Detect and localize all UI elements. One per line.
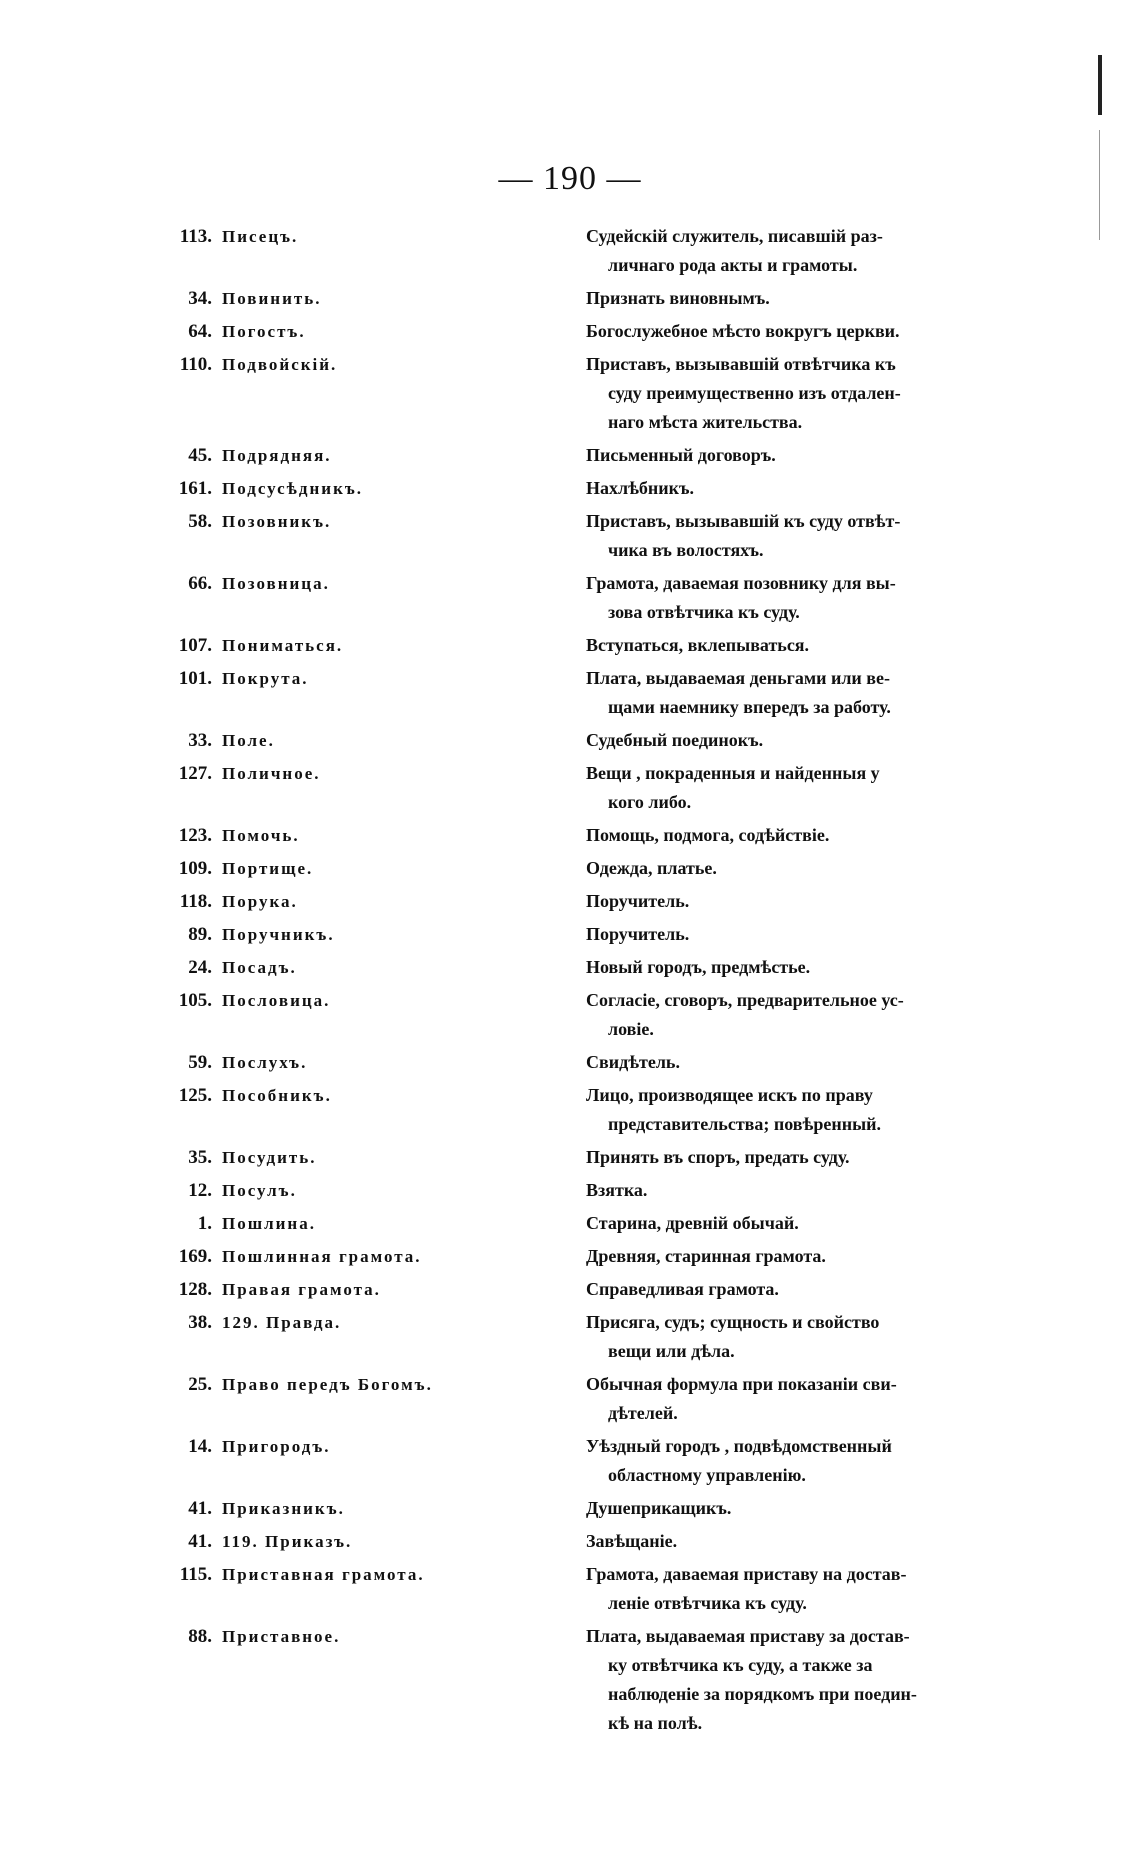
glossary-entry — [150, 664, 1030, 722]
definition-line: Признать виновнымъ. — [586, 288, 770, 308]
entry-number: 41. — [188, 1531, 212, 1552]
entry-definition — [586, 759, 1016, 817]
glossary-entry — [150, 920, 1030, 949]
entry-number: 109. — [178, 858, 212, 879]
entry-number: 115. — [179, 1564, 212, 1585]
entry-number: 41. — [188, 1498, 212, 1519]
entry-term: Послухъ. — [222, 1053, 308, 1072]
entry-definition — [586, 1048, 1016, 1077]
definition-line: Завѣщаніе. — [586, 1531, 678, 1551]
entry-definition — [586, 1432, 1016, 1490]
definition-line: кѣ на полѣ. — [608, 1713, 703, 1733]
entry-number: 113. — [179, 226, 212, 247]
glossary-entry — [150, 821, 1030, 850]
entry-definition — [586, 821, 1016, 850]
definition-line: Лицо, производящее искъ по праву — [586, 1085, 873, 1105]
definition-line: кого либо. — [608, 792, 692, 812]
definition-line: Поручитель. — [586, 891, 690, 911]
entry-term: Портище. — [222, 859, 314, 878]
glossary-entry — [150, 441, 1030, 470]
glossary-entry — [150, 222, 1030, 280]
definition-line: Уѣздный городъ , подвѣдомственный — [586, 1436, 892, 1456]
entry-definition — [586, 1081, 1016, 1139]
entry-term: Пошлинная грамота. — [222, 1247, 422, 1266]
entry-definition — [586, 1242, 1016, 1271]
definition-line: Вступаться, вклепываться. — [586, 635, 810, 655]
entry-term: 129. Правда. — [222, 1313, 342, 1332]
entry-term: Пословица. — [222, 991, 331, 1010]
glossary-entry — [150, 1527, 1030, 1556]
definition-line: дѣтелей. — [608, 1403, 678, 1423]
entry-number: 127. — [178, 763, 212, 784]
glossary-entry — [150, 569, 1030, 627]
glossary-entry — [150, 986, 1030, 1044]
definition-line: Нахлѣбникъ. — [586, 478, 695, 498]
entry-definition — [586, 284, 1016, 313]
definition-line: Плата, выдаваемая приставу за достав- — [586, 1626, 910, 1646]
definition-line: Богослужебное мѣсто вокругъ церкви. — [586, 321, 900, 341]
glossary-entry — [150, 759, 1030, 817]
entry-number: 110. — [179, 354, 212, 375]
entry-definition — [586, 474, 1016, 503]
definition-line: Старина, древній обычай. — [586, 1213, 799, 1233]
glossary-entry — [150, 1275, 1030, 1304]
entry-definition — [586, 1622, 1016, 1738]
definition-line: щами наемнику впередъ за работу. — [608, 697, 891, 717]
glossary-entry — [150, 1432, 1030, 1490]
entry-term: Порука. — [222, 892, 298, 911]
glossary-entry — [150, 631, 1030, 660]
entry-term: Поле. — [222, 731, 275, 750]
entry-number: 35. — [188, 1147, 212, 1168]
definition-line: Новый городъ, предмѣстье. — [586, 957, 811, 977]
definition-line: суду преимущественно изъ отдален- — [608, 383, 901, 403]
definition-line: ловіе. — [608, 1019, 654, 1039]
definition-line: Поручитель. — [586, 924, 690, 944]
entry-term: Посудить. — [222, 1148, 317, 1167]
entry-definition — [586, 920, 1016, 949]
entry-number: 88. — [188, 1626, 212, 1647]
glossary-entry — [150, 726, 1030, 755]
entry-term: Подсусѣдникъ. — [222, 479, 364, 498]
definition-line: Грамота, даваемая позовнику для вы- — [586, 573, 896, 593]
entry-definition — [586, 569, 1016, 627]
glossary-entry — [150, 317, 1030, 346]
definition-line: вещи или дѣла. — [608, 1341, 735, 1361]
definition-line: Принять въ споръ, предать суду. — [586, 1147, 850, 1167]
entry-number: 24. — [188, 957, 212, 978]
definition-line: Одежда, платье. — [586, 858, 717, 878]
entry-number: 101. — [178, 668, 212, 689]
entry-term: Покрута. — [222, 669, 309, 688]
entry-definition — [586, 441, 1016, 470]
definition-line: Взятка. — [586, 1180, 648, 1200]
glossary-entry — [150, 1622, 1030, 1738]
entry-term: Право передъ Богомъ. — [222, 1375, 433, 1394]
entry-term: Приставная грамота. — [222, 1565, 425, 1584]
glossary-entry — [150, 507, 1030, 565]
entry-term: Подрядняя. — [222, 446, 332, 465]
definition-line: чика въ волостяхъ. — [608, 540, 764, 560]
definition-line: Согласіе, сговоръ, предварительное ус- — [586, 990, 904, 1010]
entry-definition — [586, 1143, 1016, 1172]
entry-definition — [586, 887, 1016, 916]
glossary-entry — [150, 1081, 1030, 1139]
entry-definition — [586, 726, 1016, 755]
entry-number: 12. — [188, 1180, 212, 1201]
entry-definition — [586, 1560, 1016, 1618]
glossary-entry — [150, 1308, 1030, 1366]
entry-term: Поручникъ. — [222, 925, 335, 944]
definition-line: областному управленію. — [608, 1465, 806, 1485]
entry-term: Повинить. — [222, 289, 322, 308]
entry-term: Помочь. — [222, 826, 300, 845]
entry-number: 1. — [197, 1213, 212, 1234]
entry-number: 161. — [178, 478, 212, 499]
entry-term: Погостъ. — [222, 322, 306, 341]
glossary-entry — [150, 1494, 1030, 1523]
entry-definition — [586, 317, 1016, 346]
glossary-entry — [150, 1370, 1030, 1428]
definition-line: наблюденіе за порядкомъ при поедин- — [608, 1684, 917, 1704]
entry-number: 45. — [188, 445, 212, 466]
entry-definition — [586, 222, 1016, 280]
entry-number: 34. — [188, 288, 212, 309]
glossary-entry — [150, 1176, 1030, 1205]
glossary-entry — [150, 1209, 1030, 1238]
entry-term: Позовница. — [222, 574, 330, 593]
entry-number: 25. — [188, 1374, 212, 1395]
entry-number: 89. — [188, 924, 212, 945]
definition-line: Обычная формула при показаніи сви- — [586, 1374, 897, 1394]
definition-line: Вещи , покраденныя и найденныя у — [586, 763, 880, 783]
definition-line: Судебный поединокъ. — [586, 730, 764, 750]
definition-line: Письменный договоръ. — [586, 445, 776, 465]
glossary-list — [150, 222, 1030, 1742]
entry-term: Пошлина. — [222, 1214, 316, 1233]
entry-number: 64. — [188, 321, 212, 342]
entry-number: 128. — [178, 1279, 212, 1300]
definition-line: Грамота, даваемая приставу на достав- — [586, 1564, 907, 1584]
glossary-entry — [150, 854, 1030, 883]
entry-number: 118. — [179, 891, 212, 912]
entry-definition — [586, 986, 1016, 1044]
definition-line: наго мѣста жительства. — [608, 412, 803, 432]
entry-definition — [586, 854, 1016, 883]
entry-definition — [586, 664, 1016, 722]
definition-line: Помощь, подмога, содѣйствіе. — [586, 825, 830, 845]
glossary-entry — [150, 474, 1030, 503]
definition-line: Плата, выдаваемая деньгами или ве- — [586, 668, 890, 688]
definition-line: Судейскій служитель, писавшій раз- — [586, 226, 883, 246]
entry-number: 38. — [188, 1312, 212, 1333]
entry-definition — [586, 507, 1016, 565]
entry-definition — [586, 1494, 1016, 1523]
entry-term: Приказникъ. — [222, 1499, 345, 1518]
entry-number: 123. — [178, 825, 212, 846]
entry-number: 125. — [178, 1085, 212, 1106]
glossary-entry — [150, 1143, 1030, 1172]
entry-term: Подвойскій. — [222, 355, 338, 374]
entry-term: Посадъ. — [222, 958, 297, 977]
entry-number: 14. — [188, 1436, 212, 1457]
definition-line: Свидѣтель. — [586, 1052, 680, 1072]
definition-line: личнаго рода акты и грамоты. — [608, 255, 858, 275]
definition-line: зова отвѣтчика къ суду. — [608, 602, 800, 622]
entry-number: 169. — [178, 1246, 212, 1267]
margin-scan-mark — [1098, 55, 1102, 115]
entry-definition — [586, 1275, 1016, 1304]
entry-term: Писецъ. — [222, 227, 299, 246]
entry-number: 33. — [188, 730, 212, 751]
entry-term: Пособникъ. — [222, 1086, 332, 1105]
entry-term: Посулъ. — [222, 1181, 297, 1200]
entry-term: Позовникъ. — [222, 512, 332, 531]
glossary-entry — [150, 350, 1030, 437]
definition-line: Приставъ, вызывавшій отвѣтчика къ — [586, 354, 896, 374]
entry-definition — [586, 1527, 1016, 1556]
entry-number: 66. — [188, 573, 212, 594]
entry-term: 119. Приказъ. — [222, 1532, 353, 1551]
entry-definition — [586, 953, 1016, 982]
glossary-entry — [150, 284, 1030, 313]
definition-line: Приставъ, вызывавшій къ суду отвѣт- — [586, 511, 901, 531]
definition-line: Присяга, судъ; сущность и свойство — [586, 1312, 880, 1332]
entry-term: Пониматься. — [222, 636, 344, 655]
entry-number: 107. — [178, 635, 212, 656]
entry-term: Поличное. — [222, 764, 321, 783]
glossary-entry — [150, 1048, 1030, 1077]
entry-definition — [586, 631, 1016, 660]
definition-line: леніе отвѣтчика къ суду. — [608, 1593, 807, 1613]
entry-number: 58. — [188, 511, 212, 532]
definition-line: ку отвѣтчика къ суду, а также за — [608, 1655, 873, 1675]
entry-definition — [586, 1209, 1016, 1238]
entry-definition — [586, 1308, 1016, 1366]
definition-line: Древняя, старинная грамота. — [586, 1246, 826, 1266]
glossary-entry — [150, 1242, 1030, 1271]
entry-term: Приставное. — [222, 1627, 341, 1646]
entry-number: 59. — [188, 1052, 212, 1073]
entry-definition — [586, 1176, 1016, 1205]
glossary-entry — [150, 1560, 1030, 1618]
entry-term: Пригородъ. — [222, 1437, 331, 1456]
entry-definition — [586, 350, 1016, 437]
definition-line: представительства; повѣренный. — [608, 1114, 881, 1134]
glossary-entry — [150, 953, 1030, 982]
definition-line: Справедливая грамота. — [586, 1279, 779, 1299]
glossary-entry — [150, 887, 1030, 916]
entry-number: 105. — [178, 990, 212, 1011]
definition-line: Душеприкащикъ. — [586, 1498, 732, 1518]
page-number: — 190 — — [498, 160, 642, 197]
entry-term: Правая грамота. — [222, 1280, 381, 1299]
entry-definition — [586, 1370, 1016, 1428]
